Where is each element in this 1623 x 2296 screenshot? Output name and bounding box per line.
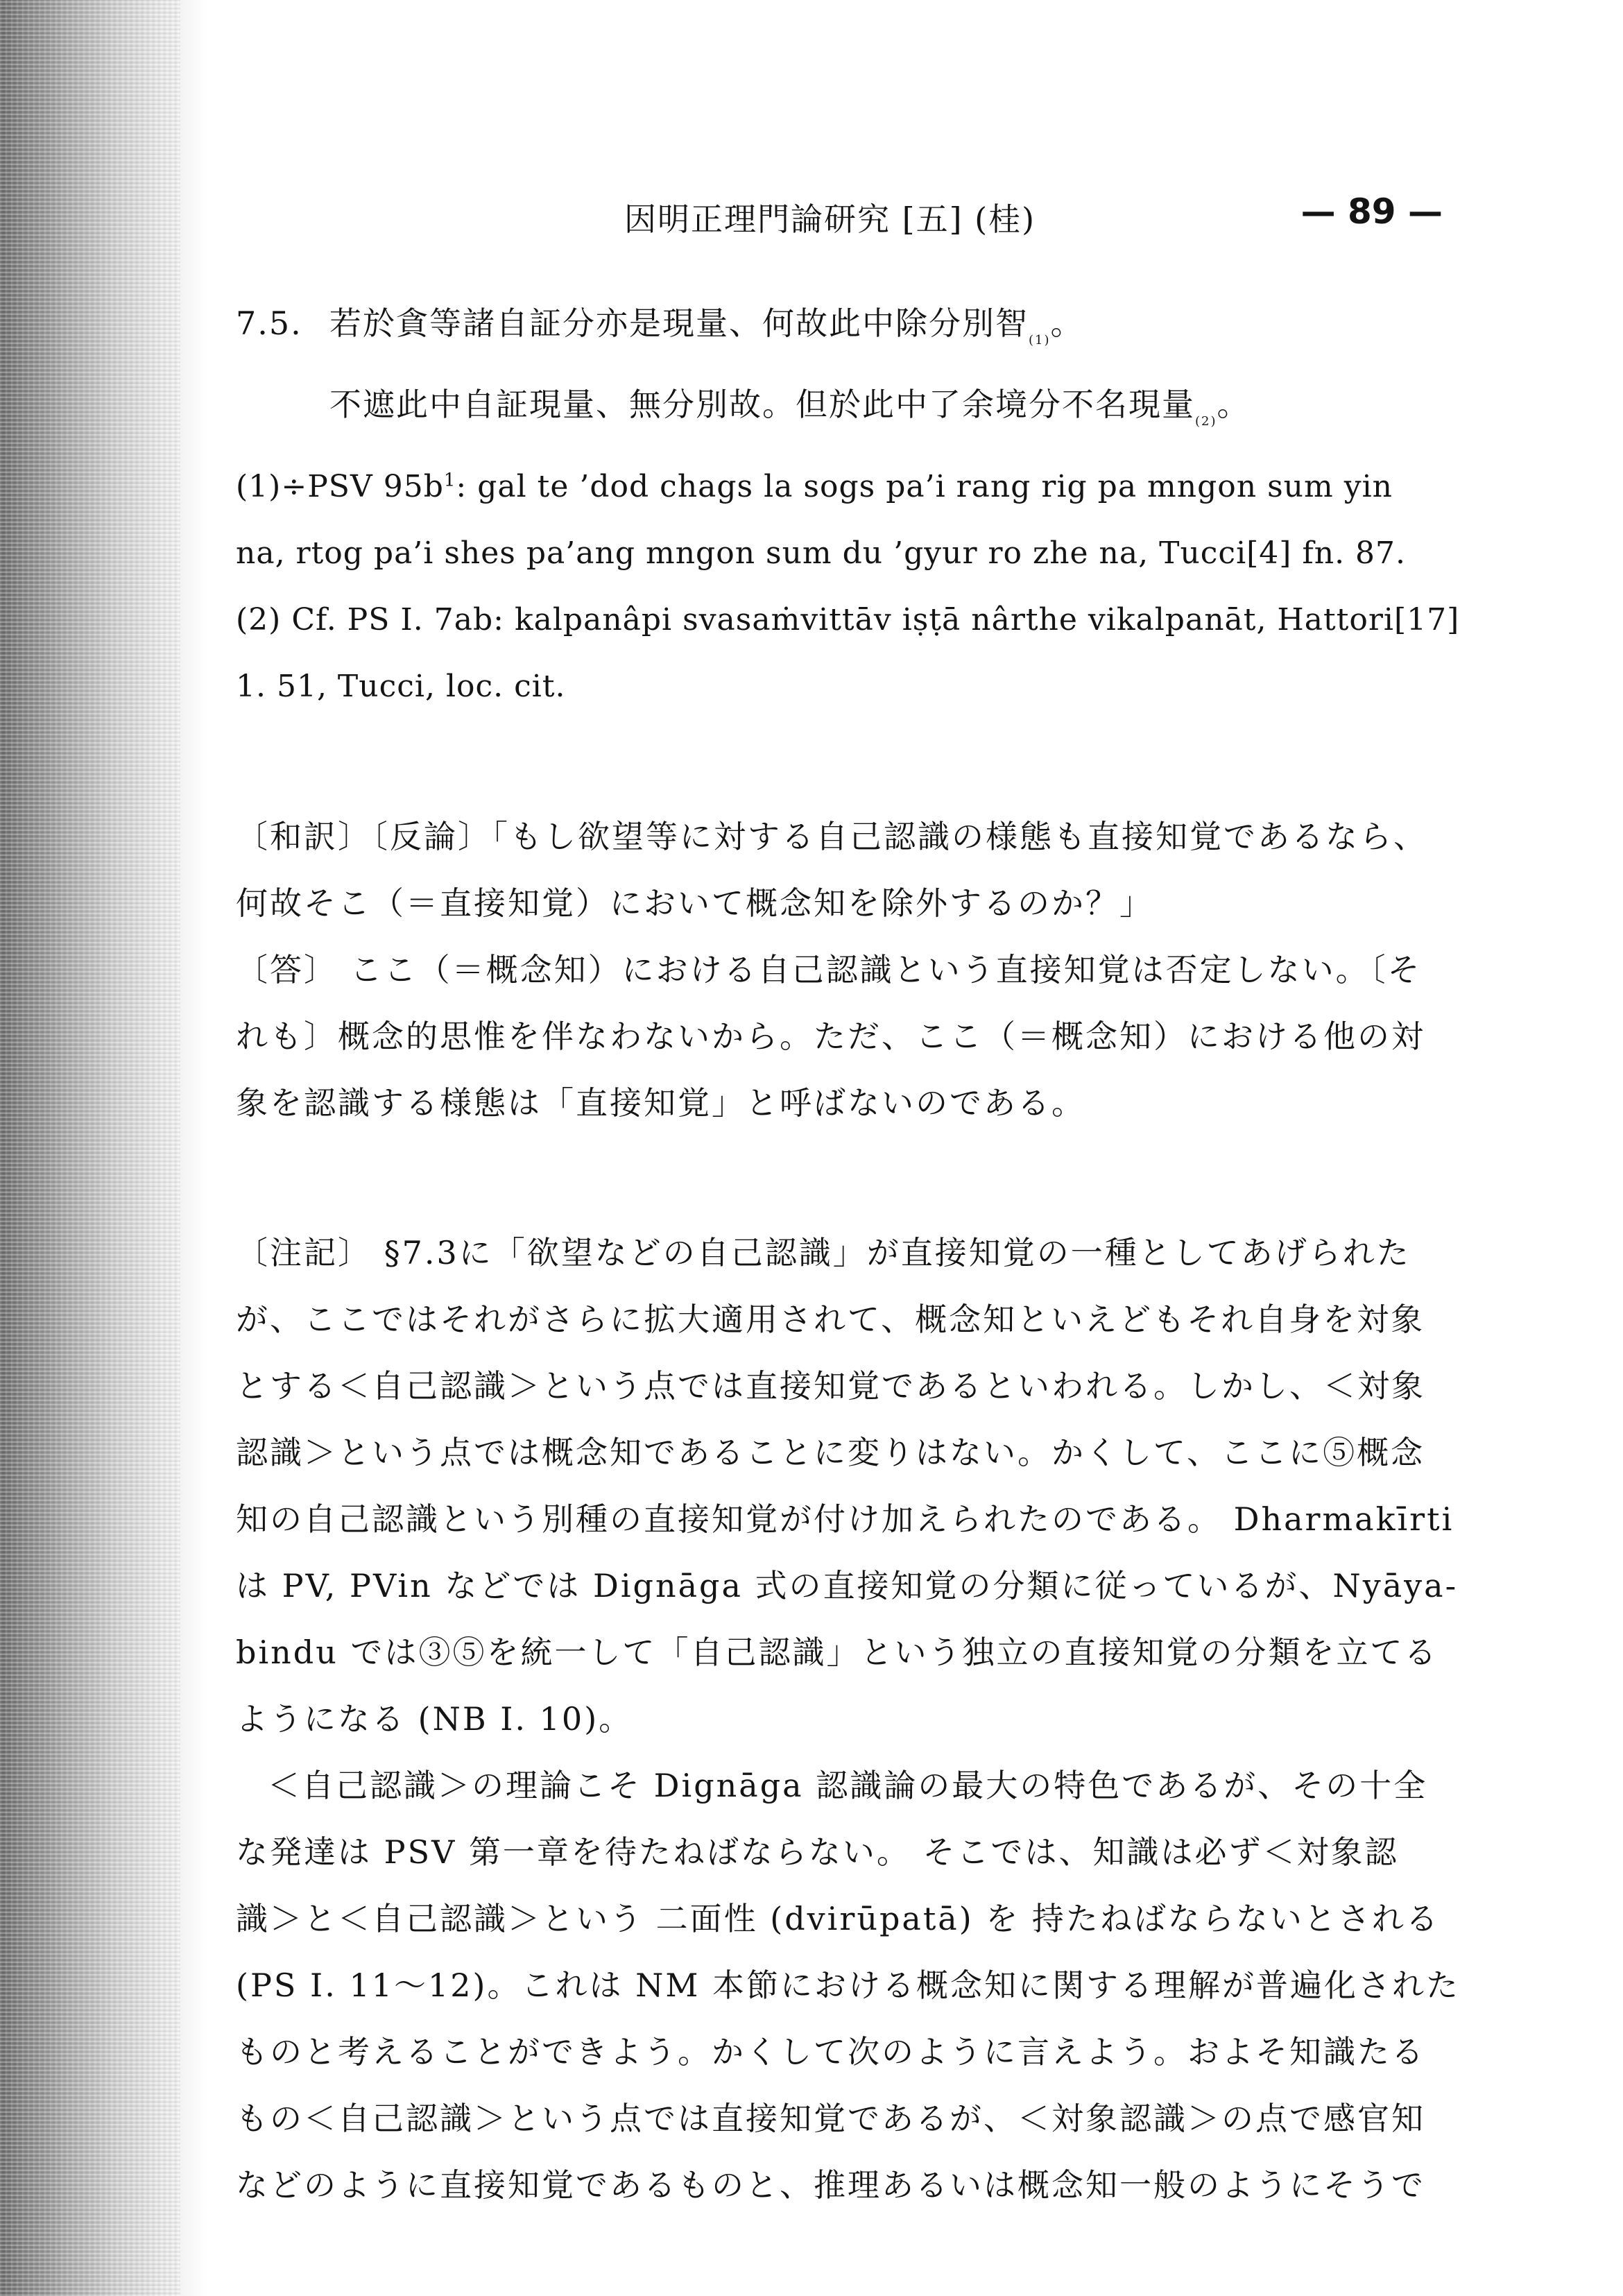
- commentary-line: ものと考えることができよう。かくして次のように言えよう。およそ知識たる: [236, 2033, 1425, 2071]
- commentary-line: とする＜自己認識＞という点では直接知覚であるといわれる。しかし、＜対象: [236, 1367, 1425, 1405]
- commentary-paragraph-1: [236, 1219, 1459, 1752]
- commentary-line: 知の自己認識という別種の直接知覚が付け加えられたのである。 Dharmakīrti: [236, 1500, 1454, 1538]
- note-1-text-a: ÷PSV 95b: [281, 469, 444, 504]
- note-1-superscript: 1: [443, 470, 456, 491]
- section-7-5: [236, 291, 1460, 720]
- translation-line: 象を認識する様態は「直接知覚」と呼ばないのである。: [236, 1084, 1085, 1122]
- commentary-line: 〔注記〕 §7.3に「欲望などの自己認識」が直接知覚の一種としてあげられた: [236, 1234, 1411, 1271]
- note-1-text-b: : gal te ’dod chags la sogs pa’i rang rig pa mngon sum yin: [456, 469, 1393, 504]
- commentary-paragraph-2: [236, 1752, 1461, 2218]
- commentary-line: は PV, PVin などでは Dignāga 式の直接知覚の分類に従っているが、Nyāya-: [236, 1567, 1459, 1604]
- note-1-label: (1): [236, 469, 282, 504]
- answer-end: 。: [1217, 386, 1251, 423]
- commentary-line: 識＞と＜自己認識＞という 二面性 (dvirūpatā) を 持たねばならないとされる: [236, 1900, 1440, 1937]
- note-marker-2: (2): [1195, 414, 1217, 429]
- page-header: [236, 173, 1443, 238]
- translation-line: 何故そこ（＝直接知覚）において概念知を除外するのか？」: [236, 884, 1153, 922]
- commentary-line: などのように直接知覚であるものと、推理あるいは概念知一般のようにそうで: [236, 2166, 1425, 2204]
- question-end: 。: [1050, 305, 1084, 342]
- answer-text: 不遮此中自証現量、無分別故。但於此中了余境分不名現量: [329, 386, 1195, 423]
- commentary-line: (PS I. 11〜12)。これは NM 本節における概念知に関する理解が普遍化された: [236, 1967, 1461, 2004]
- translation-line: れも〕概念的思惟を伴なわないから。ただ、ここ（＝概念知）における他の対: [236, 1018, 1425, 1055]
- commentary-line: 認識＞という点では概念知であることに変りはない。かくして、ここに⑤概念: [236, 1434, 1425, 1471]
- note-1-line-2: na, rtog pa’i shes pa’ang mngon sum du ’gyur ro zhe na, Tucci[4] fn. 87.: [236, 536, 1407, 571]
- translation-line: 〔答〕 ここ（＝概念知）における自己認識という直接知覚は否定しない。〔そ: [236, 951, 1422, 988]
- commentary-line: が、ここではそれがさらに拡大適用されて、概念知といえどもそれ自身を対象: [236, 1301, 1425, 1338]
- commentary-line: bindu では③⑤を統一して「自己認識」という独立の直接知覚の分類を立てる: [236, 1634, 1439, 1671]
- note-1-line-1: [236, 454, 1443, 520]
- scan-edge-texture: [0, 0, 180, 2296]
- translation-block: [236, 803, 1443, 1136]
- page-body: [236, 173, 1461, 2218]
- section-answer: [236, 372, 1443, 454]
- running-head: 因明正理門論研究 [五] (桂): [624, 200, 1036, 238]
- note-marker-1: (1): [1029, 333, 1051, 348]
- commentary-line: もの＜自己認識＞という点では直接知覚であるが、＜対象認識＞の点で感官知: [236, 2100, 1425, 2137]
- note-2-line-1: (2) Cf. PS I. 7ab: kalpanâpi svasaṁvittāv iṣṭā nârthe vikalpanāt, Hattori[17]: [236, 602, 1460, 637]
- note-2-line-2: 1. 51, Tucci, loc. cit.: [236, 669, 566, 704]
- section-question: [236, 291, 1443, 372]
- section-number: 7.5.: [236, 305, 302, 342]
- commentary-line: ＜自己認識＞の理論こそ Dignāga 認識論の最大の特色であるが、その十全: [268, 1767, 1428, 1804]
- translation-line: 〔和訳〕〔反論〕「もし欲望等に対する自己認識の様態も直接知覚であるなら、: [236, 818, 1427, 855]
- page-number: — 89 —: [1300, 191, 1443, 232]
- commentary-line: ようになる (NB I. 10)。: [236, 1700, 633, 1738]
- question-text: 若於貪等諸自証分亦是現量、何故此中除分別智: [329, 305, 1029, 342]
- commentary-line: な発達は PSV 第一章を待たねばならない。 そこでは、知識は必ず＜対象認: [236, 1833, 1399, 1871]
